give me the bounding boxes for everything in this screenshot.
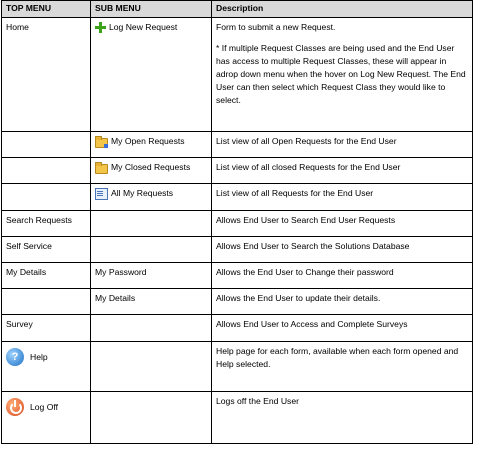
description-cell: Allows the End User to update their details.: [212, 289, 473, 315]
description-cell: Logs off the End User: [212, 392, 473, 444]
sub-menu-cell: [91, 18, 212, 132]
sub-menu-cell: My Password: [91, 263, 212, 289]
help-icon: ?: [6, 348, 24, 366]
sub-menu-label: Log New Request: [109, 22, 178, 32]
top-menu-cell: [2, 289, 91, 315]
table-row: [2, 18, 473, 132]
green-plus-icon: [95, 22, 106, 33]
sub-menu-cell: [91, 132, 212, 158]
description-cell: List view of all closed Requests for the End User: [212, 158, 473, 184]
closed-folder-icon: [95, 164, 108, 174]
description-cell: Allows End User to Search End User Requests: [212, 211, 473, 237]
sub-menu-cell: [91, 392, 212, 444]
table-row: [2, 315, 473, 342]
header-row: [2, 1, 473, 18]
sub-menu-cell: [91, 184, 212, 211]
top-menu-cell: Survey: [2, 315, 91, 342]
top-menu-cell: [2, 342, 91, 392]
top-menu-label: Help: [30, 351, 48, 362]
header-sub-menu: SUB MENU: [91, 1, 212, 18]
description-cell: Allows End User to Search the Solutions Database: [212, 237, 473, 263]
table-row: [2, 289, 473, 315]
table-row: [2, 158, 473, 184]
table-row: [2, 132, 473, 158]
description-cell: List view of all Requests for the End User: [212, 184, 473, 211]
top-menu-cell: [2, 392, 91, 444]
top-menu-cell: [2, 158, 91, 184]
sub-menu-label: My Open Requests: [111, 136, 185, 146]
sub-menu-label: All My Requests: [111, 188, 174, 198]
table-row: [2, 211, 473, 237]
description-cell: [212, 18, 473, 132]
power-icon: [6, 398, 24, 416]
sub-menu-cell: [91, 211, 212, 237]
description-text: Form to submit a new Request.: [216, 22, 336, 32]
top-menu-cell: [2, 184, 91, 211]
sub-menu-cell: [91, 237, 212, 263]
header-description: Description: [212, 1, 473, 18]
table-row: [2, 263, 473, 289]
top-menu-label: Log Off: [30, 401, 59, 412]
top-menu-cell: Self Service: [2, 237, 91, 263]
sub-menu-cell: [91, 342, 212, 392]
top-menu-cell: Home: [2, 18, 91, 132]
description-cell: Help page for each form, available when each form opened and Help selected.: [212, 342, 473, 392]
top-menu-cell: [2, 132, 91, 158]
table-row: [2, 392, 473, 444]
sub-menu-cell: My Details: [91, 289, 212, 315]
sub-menu-cell: [91, 158, 212, 184]
description-cell: Allows End User to Access and Complete Surveys: [212, 315, 473, 342]
table-row: [2, 342, 473, 392]
description-cell: Allows the End User to Change their password: [212, 263, 473, 289]
sub-menu-label: My Closed Requests: [111, 162, 191, 172]
sub-menu-cell: [91, 315, 212, 342]
menu-table: [1, 0, 473, 444]
description-note: * If multiple Request Classes are being used and the End User has access to multiple Request Classes, these will appear in adrop down menu when the hover on Log New Request. The End User can then select which Request Class they would like to select.: [216, 43, 466, 105]
table-row: [2, 184, 473, 211]
top-menu-cell: Search Requests: [2, 211, 91, 237]
top-menu-cell: My Details: [2, 263, 91, 289]
description-cell: List view of all Open Requests for the End User: [212, 132, 473, 158]
table-row: [2, 237, 473, 263]
open-folder-icon: [95, 138, 108, 148]
header-top-menu: TOP MENU: [2, 1, 91, 18]
document-list-icon: [95, 188, 108, 200]
